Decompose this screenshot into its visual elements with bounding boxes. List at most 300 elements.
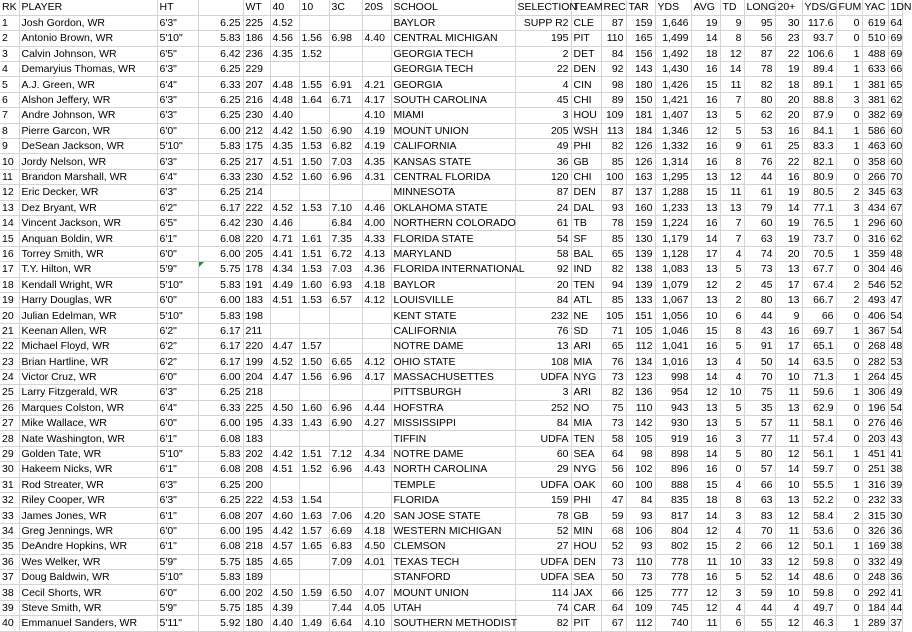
- table-cell[interactable]: 4.20: [362, 508, 391, 523]
- table-cell[interactable]: 13: [691, 108, 720, 123]
- table-cell[interactable]: 16: [691, 92, 720, 107]
- table-cell[interactable]: 1: [836, 139, 862, 154]
- table-cell[interactable]: 12: [691, 600, 720, 615]
- table-cell[interactable]: 16: [691, 62, 720, 77]
- table-cell[interactable]: 60: [888, 123, 902, 138]
- table-cell[interactable]: 59.6: [802, 385, 836, 400]
- table-cell[interactable]: 1.51: [299, 446, 329, 461]
- table-cell[interactable]: 1.50: [299, 154, 329, 169]
- table-cell[interactable]: 33: [888, 493, 902, 508]
- table-cell[interactable]: 14: [691, 508, 720, 523]
- table-cell[interactable]: 87: [601, 185, 626, 200]
- table-cell[interactable]: 292: [862, 585, 888, 600]
- table-cell[interactable]: 9: [720, 139, 744, 154]
- table-cell[interactable]: 6: [720, 308, 744, 323]
- table-cell[interactable]: 45: [515, 92, 571, 107]
- table-cell[interactable]: UDFA: [515, 569, 571, 584]
- table-cell[interactable]: [329, 339, 362, 354]
- table-cell[interactable]: DEN: [571, 554, 601, 569]
- table-cell[interactable]: 31: [0, 477, 19, 492]
- table-cell[interactable]: 19: [775, 215, 802, 230]
- table-cell[interactable]: 75: [744, 385, 775, 400]
- table-cell[interactable]: 17: [691, 246, 720, 261]
- table-cell[interactable]: TEXAS TECH: [391, 554, 515, 569]
- table-cell[interactable]: 6'2": [157, 339, 198, 354]
- table-cell[interactable]: 4.47: [270, 369, 299, 384]
- column-header[interactable]: 10: [299, 0, 329, 15]
- table-cell[interactable]: BAYLOR: [391, 15, 515, 30]
- table-cell[interactable]: 4.35: [270, 139, 299, 154]
- table-cell[interactable]: 6'3": [157, 15, 198, 30]
- table-cell[interactable]: 5: [720, 262, 744, 277]
- table-cell[interactable]: 110: [626, 400, 655, 415]
- table-cell[interactable]: 1.50: [299, 123, 329, 138]
- table-cell[interactable]: 93.7: [802, 31, 836, 46]
- table-cell[interactable]: 6.96: [329, 369, 362, 384]
- table-cell[interactable]: 82: [744, 77, 775, 92]
- table-cell[interactable]: TIFFIN: [391, 431, 515, 446]
- column-header[interactable]: TAR: [626, 0, 655, 15]
- table-cell[interactable]: 1: [836, 369, 862, 384]
- table-cell[interactable]: 47: [888, 292, 902, 307]
- table-cell[interactable]: 15: [691, 185, 720, 200]
- table-cell[interactable]: 1,233: [655, 200, 691, 215]
- table-cell[interactable]: [329, 431, 362, 446]
- table-cell[interactable]: 84: [626, 493, 655, 508]
- table-cell[interactable]: 100: [601, 169, 626, 184]
- table-cell[interactable]: 22: [775, 46, 802, 61]
- table-cell[interactable]: 6.00: [198, 246, 243, 261]
- table-cell[interactable]: FLORIDA: [391, 493, 515, 508]
- table-cell[interactable]: 49: [888, 385, 902, 400]
- table-cell[interactable]: 48: [888, 339, 902, 354]
- table-cell[interactable]: 88.8: [802, 92, 836, 107]
- table-cell[interactable]: 84.1: [802, 123, 836, 138]
- table-cell[interactable]: 83.3: [802, 139, 836, 154]
- table-cell[interactable]: [299, 385, 329, 400]
- table-cell[interactable]: 16: [0, 246, 19, 261]
- table-cell[interactable]: 55.5: [802, 477, 836, 492]
- table-cell[interactable]: 6.69: [329, 523, 362, 538]
- table-cell[interactable]: 1.52: [299, 462, 329, 477]
- table-cell[interactable]: 6.90: [329, 123, 362, 138]
- table-cell[interactable]: 56: [744, 31, 775, 46]
- table-cell[interactable]: ARI: [571, 385, 601, 400]
- table-cell[interactable]: 0: [836, 400, 862, 415]
- table-cell[interactable]: 888: [655, 477, 691, 492]
- table-cell[interactable]: 5: [720, 108, 744, 123]
- table-cell[interactable]: 61: [515, 215, 571, 230]
- table-cell[interactable]: 3: [836, 200, 862, 215]
- table-cell[interactable]: 4: [720, 354, 744, 369]
- table-cell[interactable]: 180: [626, 77, 655, 92]
- table-cell[interactable]: 203: [862, 431, 888, 446]
- table-cell[interactable]: UDFA: [515, 369, 571, 384]
- table-cell[interactable]: GEORGIA TECH: [391, 62, 515, 77]
- table-cell[interactable]: Kendall Wright, WR: [19, 277, 157, 292]
- table-cell[interactable]: 6.25: [198, 477, 243, 492]
- table-cell[interactable]: 134: [626, 354, 655, 369]
- table-cell[interactable]: 15: [691, 477, 720, 492]
- table-cell[interactable]: 8: [720, 154, 744, 169]
- table-cell[interactable]: 6.72: [329, 246, 362, 261]
- table-cell[interactable]: CALIFORNIA: [391, 139, 515, 154]
- column-header[interactable]: SCHOOL: [391, 0, 515, 15]
- table-cell[interactable]: 208: [243, 462, 270, 477]
- table-cell[interactable]: Eric Decker, WR: [19, 185, 157, 200]
- table-cell[interactable]: 4.19: [362, 123, 391, 138]
- table-cell[interactable]: 6.83: [329, 539, 362, 554]
- table-cell[interactable]: 59: [744, 585, 775, 600]
- table-cell[interactable]: 10: [720, 385, 744, 400]
- table-cell[interactable]: HOU: [571, 539, 601, 554]
- table-cell[interactable]: CHI: [571, 92, 601, 107]
- table-cell[interactable]: 4.46: [270, 215, 299, 230]
- table-cell[interactable]: 12: [691, 523, 720, 538]
- table-cell[interactable]: Julian Edelman, WR: [19, 308, 157, 323]
- table-cell[interactable]: 11: [775, 385, 802, 400]
- table-cell[interactable]: 35: [0, 539, 19, 554]
- table-cell[interactable]: 133: [626, 292, 655, 307]
- table-cell[interactable]: [362, 569, 391, 584]
- table-cell[interactable]: 4.41: [270, 246, 299, 261]
- table-cell[interactable]: 69: [888, 108, 902, 123]
- table-cell[interactable]: 200: [243, 477, 270, 492]
- table-cell[interactable]: 5.83: [198, 569, 243, 584]
- table-cell[interactable]: 4.51: [270, 462, 299, 477]
- table-cell[interactable]: 21: [0, 323, 19, 338]
- table-cell[interactable]: 5: [720, 339, 744, 354]
- table-cell[interactable]: 59.8: [802, 585, 836, 600]
- table-cell[interactable]: SD: [571, 323, 601, 338]
- table-cell[interactable]: 13: [775, 292, 802, 307]
- table-cell[interactable]: 36: [888, 523, 902, 538]
- table-cell[interactable]: 6'3": [157, 477, 198, 492]
- table-cell[interactable]: 40: [0, 616, 19, 631]
- table-cell[interactable]: 345: [862, 185, 888, 200]
- table-cell[interactable]: UDFA: [515, 477, 571, 492]
- table-cell[interactable]: 6.96: [329, 400, 362, 415]
- table-cell[interactable]: MASSACHUSETTES: [391, 369, 515, 384]
- table-cell[interactable]: 6: [0, 92, 19, 107]
- table-cell[interactable]: 4.52: [270, 169, 299, 184]
- table-cell[interactable]: 70: [744, 523, 775, 538]
- table-cell[interactable]: 8: [720, 493, 744, 508]
- table-cell[interactable]: 84: [515, 292, 571, 307]
- table-cell[interactable]: 19: [691, 15, 720, 30]
- table-cell[interactable]: 6.84: [329, 215, 362, 230]
- table-cell[interactable]: CALIFORNIA: [391, 323, 515, 338]
- table-cell[interactable]: 4.17: [362, 92, 391, 107]
- table-cell[interactable]: 78: [744, 62, 775, 77]
- table-cell[interactable]: 778: [655, 554, 691, 569]
- table-cell[interactable]: 6'3": [157, 108, 198, 123]
- table-cell[interactable]: 105: [626, 323, 655, 338]
- column-header[interactable]: LONG: [744, 0, 775, 15]
- table-cell[interactable]: 13: [775, 493, 802, 508]
- table-cell[interactable]: 6'4": [157, 77, 198, 92]
- table-cell[interactable]: 1: [836, 77, 862, 92]
- table-cell[interactable]: 207: [243, 77, 270, 92]
- table-cell[interactable]: 359: [862, 246, 888, 261]
- table-cell[interactable]: NOTRE DAME: [391, 446, 515, 461]
- table-cell[interactable]: 1.60: [299, 169, 329, 184]
- table-cell[interactable]: 65: [888, 77, 902, 92]
- table-cell[interactable]: 27: [515, 539, 571, 554]
- table-cell[interactable]: 216: [243, 92, 270, 107]
- table-cell[interactable]: BAL: [571, 246, 601, 261]
- table-cell[interactable]: 23: [0, 354, 19, 369]
- table-cell[interactable]: 45: [888, 369, 902, 384]
- table-cell[interactable]: 89.4: [802, 62, 836, 77]
- table-cell[interactable]: 63: [744, 231, 775, 246]
- table-cell[interactable]: 196: [862, 400, 888, 415]
- table-cell[interactable]: 17: [775, 339, 802, 354]
- table-cell[interactable]: MIAMI: [391, 108, 515, 123]
- table-cell[interactable]: 60: [888, 139, 902, 154]
- table-cell[interactable]: 358: [862, 154, 888, 169]
- table-cell[interactable]: A.J. Green, WR: [19, 77, 157, 92]
- table-cell[interactable]: GB: [571, 154, 601, 169]
- table-cell[interactable]: 4.57: [270, 539, 299, 554]
- table-cell[interactable]: 76: [515, 323, 571, 338]
- table-cell[interactable]: 25: [0, 385, 19, 400]
- table-cell[interactable]: 24: [0, 369, 19, 384]
- table-cell[interactable]: Steve Smith, WR: [19, 600, 157, 615]
- table-cell[interactable]: 5'9": [157, 262, 198, 277]
- table-cell[interactable]: 14: [691, 231, 720, 246]
- table-cell[interactable]: 6: [720, 616, 744, 631]
- table-cell[interactable]: 1.54: [299, 493, 329, 508]
- table-cell[interactable]: 67.4: [802, 277, 836, 292]
- table-cell[interactable]: 1,499: [655, 31, 691, 46]
- table-cell[interactable]: Mike Wallace, WR: [19, 416, 157, 431]
- table-cell[interactable]: DET: [571, 46, 601, 61]
- table-cell[interactable]: 63.5: [802, 354, 836, 369]
- table-cell[interactable]: SOUTH CAROLINA: [391, 92, 515, 107]
- table-cell[interactable]: 41: [888, 446, 902, 461]
- table-cell[interactable]: GEORGIA: [391, 77, 515, 92]
- table-cell[interactable]: 59.7: [802, 462, 836, 477]
- table-cell[interactable]: 5'10": [157, 277, 198, 292]
- table-cell[interactable]: NORTHERN COLORADO: [391, 215, 515, 230]
- table-cell[interactable]: 59: [601, 508, 626, 523]
- table-cell[interactable]: 71.3: [802, 369, 836, 384]
- table-cell[interactable]: 14: [0, 215, 19, 230]
- table-cell[interactable]: 5.75: [198, 600, 243, 615]
- table-cell[interactable]: 4: [720, 600, 744, 615]
- table-cell[interactable]: 105: [601, 308, 626, 323]
- table-cell[interactable]: 163: [626, 169, 655, 184]
- table-cell[interactable]: [362, 308, 391, 323]
- table-cell[interactable]: 5'10": [157, 139, 198, 154]
- table-cell[interactable]: 54: [888, 308, 902, 323]
- table-cell[interactable]: 68: [601, 523, 626, 538]
- table-cell[interactable]: 82: [515, 616, 571, 631]
- table-cell[interactable]: 6.42: [198, 46, 243, 61]
- table-cell[interactable]: 82: [601, 139, 626, 154]
- table-cell[interactable]: CENTRAL MICHIGAN: [391, 31, 515, 46]
- table-cell[interactable]: PHI: [571, 493, 601, 508]
- table-cell[interactable]: 62.9: [802, 400, 836, 415]
- table-cell[interactable]: [270, 477, 299, 492]
- table-cell[interactable]: UDFA: [515, 431, 571, 446]
- table-cell[interactable]: 0: [836, 354, 862, 369]
- table-cell[interactable]: 6.25: [198, 154, 243, 169]
- table-cell[interactable]: 137: [626, 185, 655, 200]
- table-cell[interactable]: 0: [836, 15, 862, 30]
- table-cell[interactable]: 13: [515, 339, 571, 354]
- table-cell[interactable]: [299, 569, 329, 584]
- table-cell[interactable]: 434: [862, 200, 888, 215]
- table-cell[interactable]: 11: [720, 185, 744, 200]
- table-cell[interactable]: 2: [720, 292, 744, 307]
- table-cell[interactable]: 0: [836, 523, 862, 538]
- table-cell[interactable]: 6.17: [198, 354, 243, 369]
- table-cell[interactable]: JAX: [571, 585, 601, 600]
- table-cell[interactable]: [362, 62, 391, 77]
- table-cell[interactable]: 382: [862, 108, 888, 123]
- table-cell[interactable]: 18: [775, 77, 802, 92]
- table-cell[interactable]: 62: [888, 92, 902, 107]
- table-cell[interactable]: 180: [243, 616, 270, 631]
- table-cell[interactable]: 4.05: [362, 600, 391, 615]
- table-cell[interactable]: 43: [888, 431, 902, 446]
- table-cell[interactable]: 46.3: [802, 616, 836, 631]
- table-cell[interactable]: 619: [862, 15, 888, 30]
- table-cell[interactable]: CAR: [571, 600, 601, 615]
- table-cell[interactable]: 6.08: [198, 462, 243, 477]
- table-cell[interactable]: 13: [691, 200, 720, 215]
- table-cell[interactable]: 6.25: [198, 108, 243, 123]
- table-cell[interactable]: 114: [515, 585, 571, 600]
- table-cell[interactable]: 919: [655, 431, 691, 446]
- table-cell[interactable]: 46: [888, 262, 902, 277]
- table-cell[interactable]: IND: [571, 262, 601, 277]
- table-cell[interactable]: 510: [862, 31, 888, 46]
- table-cell[interactable]: 41: [888, 585, 902, 600]
- table-cell[interactable]: [270, 323, 299, 338]
- table-cell[interactable]: 125: [626, 585, 655, 600]
- table-cell[interactable]: 4.10: [362, 108, 391, 123]
- table-cell[interactable]: 55: [744, 616, 775, 631]
- table-cell[interactable]: 12: [691, 385, 720, 400]
- table-cell[interactable]: 62: [744, 108, 775, 123]
- table-cell[interactable]: 998: [655, 369, 691, 384]
- table-cell[interactable]: 74: [515, 600, 571, 615]
- table-cell[interactable]: Harry Douglas, WR: [19, 292, 157, 307]
- table-cell[interactable]: 82.1: [802, 154, 836, 169]
- table-cell[interactable]: [329, 477, 362, 492]
- table-cell[interactable]: 185: [243, 600, 270, 615]
- table-cell[interactable]: 36: [888, 569, 902, 584]
- table-cell[interactable]: 3: [720, 585, 744, 600]
- table-cell[interactable]: 6'0": [157, 523, 198, 538]
- table-cell[interactable]: 20: [0, 308, 19, 323]
- table-cell[interactable]: 7: [720, 92, 744, 107]
- table-cell[interactable]: 2: [836, 277, 862, 292]
- table-cell[interactable]: 50: [744, 354, 775, 369]
- table-cell[interactable]: 30: [888, 508, 902, 523]
- table-cell[interactable]: 6.00: [198, 292, 243, 307]
- table-cell[interactable]: 62: [888, 231, 902, 246]
- table-cell[interactable]: 35: [744, 400, 775, 415]
- table-cell[interactable]: MIA: [571, 416, 601, 431]
- table-cell[interactable]: 30: [775, 15, 802, 30]
- table-cell[interactable]: 7.12: [329, 446, 362, 461]
- table-cell[interactable]: 184: [626, 123, 655, 138]
- table-cell[interactable]: 73.7: [802, 231, 836, 246]
- table-cell[interactable]: 6'1": [157, 508, 198, 523]
- table-cell[interactable]: 1.57: [299, 339, 329, 354]
- table-cell[interactable]: 50.1: [802, 539, 836, 554]
- table-cell[interactable]: 1: [836, 246, 862, 261]
- table-cell[interactable]: 4.50: [270, 585, 299, 600]
- table-cell[interactable]: [299, 477, 329, 492]
- table-cell[interactable]: [270, 62, 299, 77]
- table-cell[interactable]: 20: [775, 108, 802, 123]
- table-cell[interactable]: 87: [744, 46, 775, 61]
- table-cell[interactable]: Brandon Marshall, WR: [19, 169, 157, 184]
- table-cell[interactable]: 4: [720, 369, 744, 384]
- table-cell[interactable]: 0: [836, 262, 862, 277]
- table-cell[interactable]: 4.42: [270, 123, 299, 138]
- table-cell[interactable]: HOU: [571, 108, 601, 123]
- table-cell[interactable]: 230: [243, 169, 270, 184]
- table-cell[interactable]: [329, 308, 362, 323]
- table-cell[interactable]: 5: [720, 446, 744, 461]
- table-cell[interactable]: 1,041: [655, 339, 691, 354]
- table-cell[interactable]: 6.98: [329, 31, 362, 46]
- table-cell[interactable]: 12: [720, 46, 744, 61]
- table-cell[interactable]: 222: [243, 493, 270, 508]
- table-cell[interactable]: 57: [744, 416, 775, 431]
- table-cell[interactable]: 4.48: [270, 92, 299, 107]
- table-cell[interactable]: 4.07: [362, 585, 391, 600]
- table-cell[interactable]: OKLAHOMA STATE: [391, 200, 515, 215]
- table-cell[interactable]: 4.21: [362, 77, 391, 92]
- table-cell[interactable]: 6'1": [157, 231, 198, 246]
- table-cell[interactable]: 151: [626, 308, 655, 323]
- table-cell[interactable]: 6'2": [157, 354, 198, 369]
- table-cell[interactable]: 13: [691, 416, 720, 431]
- table-cell[interactable]: SAN JOSE STATE: [391, 508, 515, 523]
- table-cell[interactable]: 4.35: [362, 154, 391, 169]
- table-cell[interactable]: 19: [775, 62, 802, 77]
- table-cell[interactable]: 11: [0, 169, 19, 184]
- column-header[interactable]: TD: [720, 0, 744, 15]
- column-header[interactable]: AVG: [691, 0, 720, 15]
- table-cell[interactable]: 4.19: [362, 139, 391, 154]
- table-cell[interactable]: 211: [243, 323, 270, 338]
- table-cell[interactable]: 100: [626, 477, 655, 492]
- table-cell[interactable]: 4.35: [270, 46, 299, 61]
- table-cell[interactable]: 76.5: [802, 215, 836, 230]
- table-cell[interactable]: 63: [888, 185, 902, 200]
- column-header[interactable]: PLAYER: [19, 0, 157, 15]
- table-cell[interactable]: 19: [775, 231, 802, 246]
- table-cell[interactable]: NE: [571, 308, 601, 323]
- table-cell[interactable]: 57: [744, 462, 775, 477]
- table-cell[interactable]: 282: [862, 354, 888, 369]
- table-cell[interactable]: 6.57: [329, 292, 362, 307]
- table-cell[interactable]: 817: [655, 508, 691, 523]
- table-cell[interactable]: 7: [720, 231, 744, 246]
- table-cell[interactable]: [362, 431, 391, 446]
- table-cell[interactable]: 29: [0, 446, 19, 461]
- table-cell[interactable]: 326: [862, 523, 888, 538]
- table-cell[interactable]: 76: [601, 354, 626, 369]
